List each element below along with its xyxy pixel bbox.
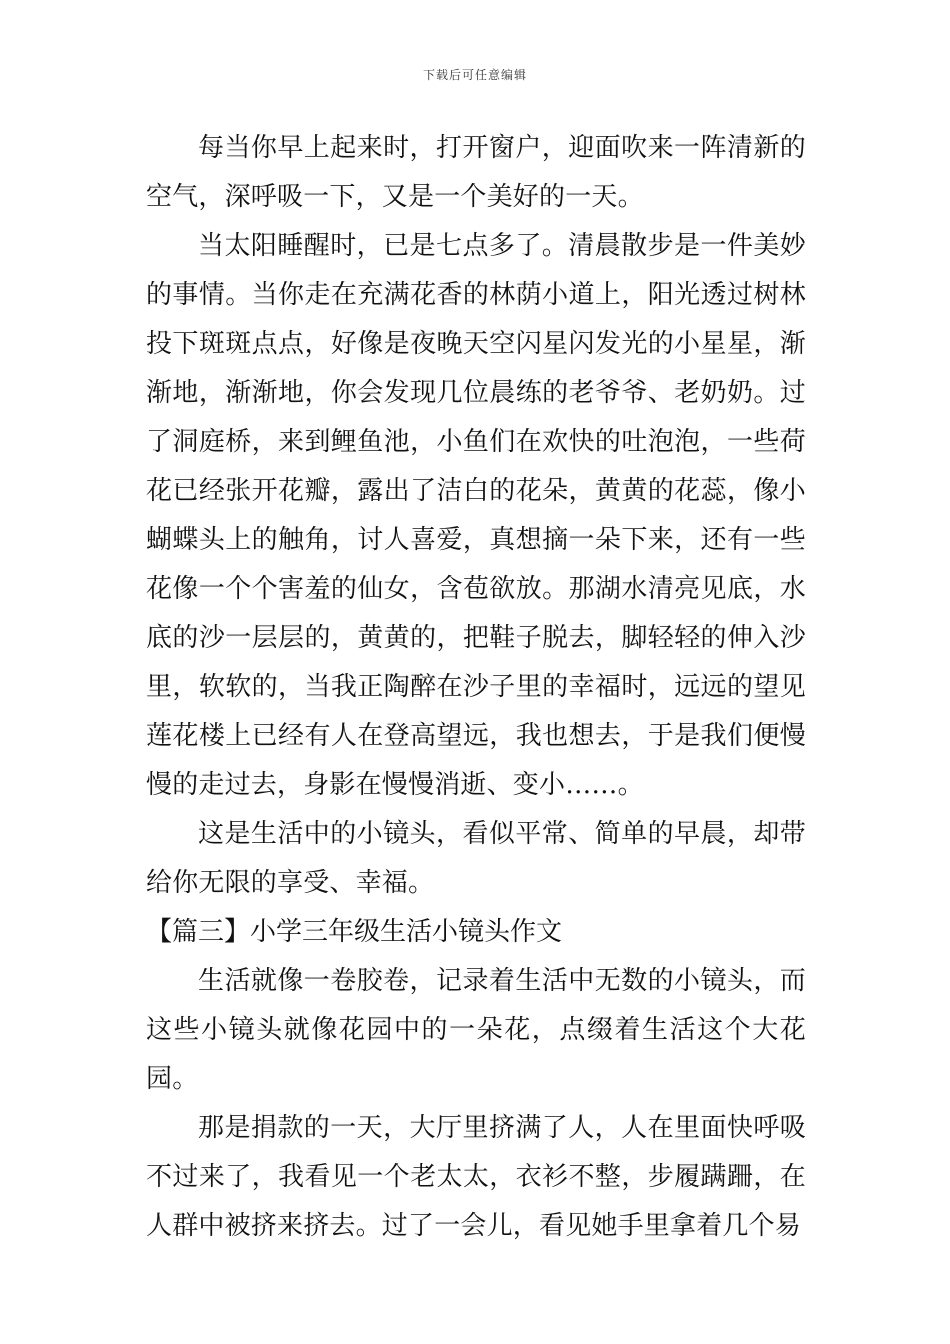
page-header: 下载后可任意编辑 [422, 68, 527, 82]
paragraph-walk: 当太阳睡醒时，已是七点多了。清晨散步是一件美妙的事情。当你走在充满花香的林荫小道上，阳光透过树林投下斑斑点点，好像是夜晚天空闪星闪发光的小星星，渐渐地，渐渐地，你会发现几位晨练的老爷爷、老奶奶。过了洞庭桥，来到鲤鱼池，小鱼们在欢快的吐泡泡，一些荷花已经张开花瓣，露出了洁白的花朵，黄黄的花蕊，像小蝴蝶头上的触角，讨人喜爱，真想摘一朵下来，还有一些花像一个个害羞的仙女，含苞欲放。那湖水清亮见底，水底的沙一层层的，黄黄的，把鞋子脱去，脚轻轻的伸入沙里，软软的，当我正陶醉在沙子里的幸福时，远远的望见莲花楼上已经有人在登高望远，我也想去，于是我们便慢慢的走过去，身影在慢慢消逝、变小……。 [146, 231, 806, 800]
paragraph-conclusion: 这是生活中的小镜头，看似平常、简单的早晨，却带给你无限的享受、幸福。 [146, 819, 806, 898]
document-body [146, 124, 806, 1251]
paragraph-film: 生活就像一卷胶卷，记录着生活中无数的小镜头，而这些小镜头就像花园中的一朵花，点缀着生活这个大花园。 [146, 966, 806, 1094]
paragraph-morning: 每当你早上起来时，打开窗户，迎面吹来一阵清新的空气，深呼吸一下，又是一个美好的一天。 [146, 133, 806, 212]
paragraph-donation: 那是捐款的一天，大厅里挤满了人，人在里面快呼吸不过来了，我看见一个老太太，衣衫不整，步履蹒跚，在人群中被挤来挤去。过了一会儿，看见她手里拿着几个易 [146, 1113, 806, 1241]
section-heading: 【篇三】小学三年级生活小镜头作文 [146, 917, 563, 947]
